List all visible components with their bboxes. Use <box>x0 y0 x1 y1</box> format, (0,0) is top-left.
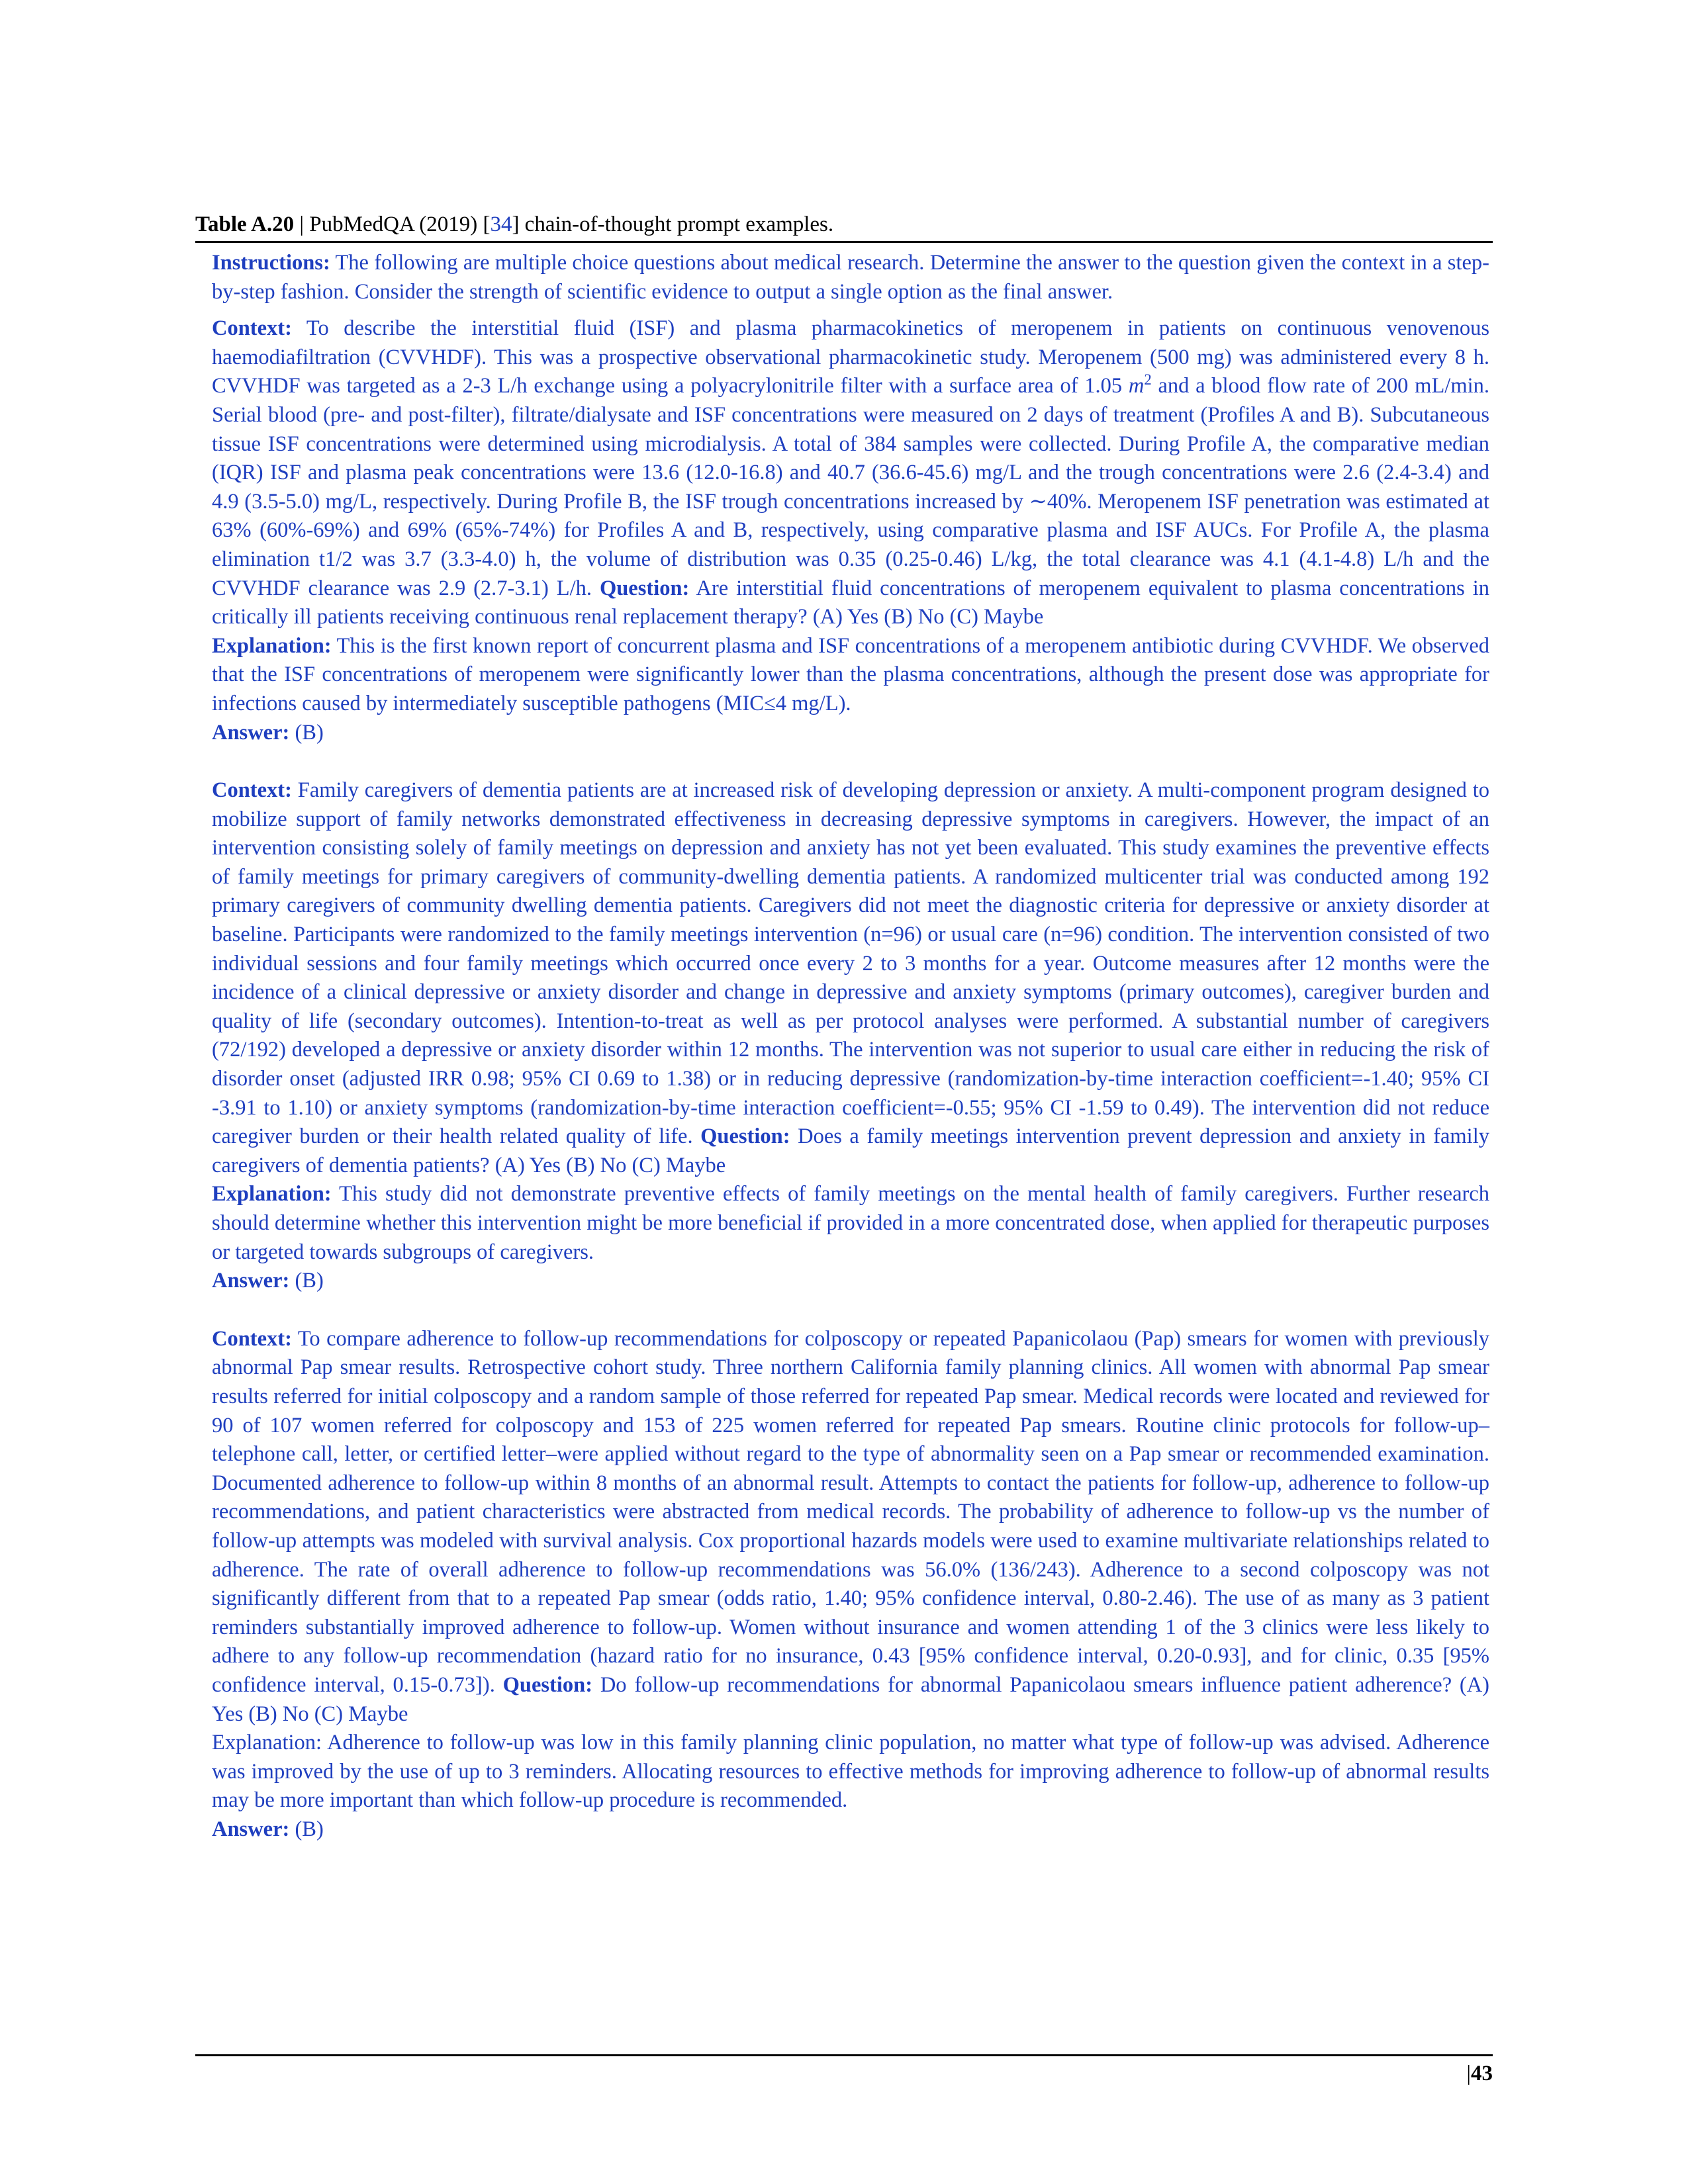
example-3-explanation <box>212 1729 1489 1815</box>
page-number-value: 43 <box>1471 2062 1493 2085</box>
context-text: To compare adherence to follow-up recommendations for colposcopy or repeated Papanicolaou (Pap) smears for women with previously abnormal Pap smear results. Retrospective cohort study. Three northern California family planning clinics. All women with abnormal Pap smear results referred for initial colposcopy and a random sample of those referred for repeated Pap smear. Medical records were located and reviewed for 90 of 107 women referred for colposcopy and 153 of 225 women referred for repeated Pap smears. Routine clinic protocols for follow-up–telephone call, letter, or certified letter–were applied without regard to the type of abnormality seen on a Pap smear or recommended examination. Documented adherence to follow-up within 8 months of an abnormal result. Attempts to contact the patients for follow-up, adherence to follow-up recommendations, and patient characteristics were abstracted from medical records. The probability of adherence to follow-up vs the number of follow-up attempts was modeled with survival analysis. Cox proportional hazards models were used to examine multivariate relationships related to adherence. The rate of overall adherence to follow-up recommendations was 56.0% (136/243). Adherence to a second colposcopy was not significantly different from that to a repeated Pap smear (odds ratio, 1.40; 95% confidence interval, 0.80-2.46). The use of as many as 3 patient reminders substantially improved adherence to follow-up. Women without insurance and women attending 1 of the 3 clinics were less likely to adhere to any follow-up recommendation (hazard ratio for no insurance, 0.43 [95% confidence interval, 0.20-0.93], and for clinic, 0.35 [95% confidence interval, 0.15-0.73]). <box>212 1326 1490 1697</box>
context-label: Context: <box>212 778 292 803</box>
question-label: Question: <box>599 576 690 600</box>
answer-label: Answer: <box>212 720 290 745</box>
question-text: Does a family meetings intervention prevent depression and anxiety in family caregivers of dementia patients? (A) Yes (B) No (C) Maybe <box>212 1124 1489 1177</box>
caption-separator: | <box>294 212 310 236</box>
example-3-context <box>212 1325 1489 1729</box>
example-2-explanation <box>212 1180 1489 1267</box>
explanation-label: Explanation: <box>212 633 332 658</box>
explanation-text: This is the first known report of concurrent plasma and ISF concentrations of a meropenem antibiotic during CVVHDF. We observed that the ISF concentrations of meropenem were significantly lower than the plasma concentrations, although the present dose was appropriate for infections caused by intermediately susceptible pathogens (MIC≤4 mg/L). <box>212 633 1489 715</box>
page-number <box>1453 2060 1493 2087</box>
citation-link[interactable]: 34 <box>490 212 512 236</box>
caption-title-end: ] chain-of-thought prompt examples. <box>512 212 834 236</box>
caption-title-start: PubMedQA (2019) [ <box>309 212 491 236</box>
explanation-text: Adherence to follow-up was low in this family planning clinic population, no matter what type of follow-up was advised. Adherence was improved by the use of up to 3 reminders. Allocating resources to effective methods for improving adherence to follow-up of abnormal results may be more important than which follow-up procedure is recommended. <box>212 1731 1489 1813</box>
explanation-label: Explanation: <box>212 1182 332 1206</box>
unit-exponent: 2 <box>1144 371 1152 388</box>
example-2-context <box>212 776 1489 1180</box>
answer-text: (B) <box>295 1269 324 1293</box>
answer-text: (B) <box>295 720 324 745</box>
instructions-label: Instructions: <box>212 251 330 275</box>
answer-label: Answer: <box>212 1817 290 1841</box>
example-1-context <box>212 314 1489 632</box>
context-label: Context: <box>212 1326 292 1351</box>
unit-symbol: m <box>1128 374 1145 398</box>
context-text: To describe the interstitial fluid (ISF) and plasma pharmacokinetics of meropenem in patients on continuous venovenous haemodiafiltration (CVVHDF). This was a prospective observational pharmacokinetic study. Meropenem (500 mg) was administered every 8 h. CVVHDF was targeted as a 2-3 L/h exchange using a polyacrylonitrile filter with a surface area of 1.05 <box>212 316 1489 398</box>
instructions-block <box>212 249 1489 306</box>
context-label: Context: <box>212 316 292 341</box>
table-caption <box>195 210 1493 238</box>
example-1-explanation <box>212 632 1489 719</box>
question-text: Are interstitial fluid concentrations of meropenem equivalent to plasma concentrations in critically ill patients receiving continuous renal replacement therapy? (A) Yes (B) No (C) Maybe <box>212 576 1490 629</box>
question-label: Question: <box>700 1124 790 1149</box>
context-text: Family caregivers of dementia patients are at increased risk of developing depression or anxiety. A multi-component program designed to mobilize support of family networks demonstrated effectiveness in decreasing depressive symptoms in caregivers. However, the impact of an intervention consisting solely of family meetings on depression and anxiety has not yet been evaluated. This study examines the preventive effects of family meetings for primary caregivers of community-dwelling dementia patients. A randomized multicenter trial was conducted among 192 primary caregivers of community dwelling dementia patients. Caregivers did not meet the diagnostic criteria for depressive or anxiety disorder at baseline. Participants were randomized to the family meetings intervention (n=96) or usual care (n=96) condition. The intervention consisted of two individual sessions and four family meetings which occurred once every 2 to 3 months for a year. Outcome measures after 12 months were the incidence of a clinical depressive or anxiety disorder and change in depressive and anxiety symptoms (primary outcomes), caregiver burden and quality of life (secondary outcomes). Intention-to-treat as well as per protocol analyses were performed. A substantial number of caregivers (72/192) developed a depressive or anxiety disorder within 12 months. The intervention was not superior to usual care either in reducing the risk of disorder onset (adjusted IRR 0.98; 95% CI 0.69 to 1.38) or in reducing depressive (randomization-by-time interaction coefficient=-1.40; 95% CI -3.91 to 1.10) or anxiety symptoms (randomization-by-time interaction coefficient=-0.55; 95% CI -1.59 to 0.49). The intervention did not reduce caregiver burden or their health related quality of life. <box>212 778 1489 1149</box>
explanation-label: Explanation: <box>212 1731 322 1755</box>
question-label: Question: <box>502 1672 593 1697</box>
prompt-content <box>212 249 1489 1844</box>
top-rule <box>195 241 1493 243</box>
answer-text: (B) <box>295 1817 324 1841</box>
example-3-answer <box>212 1815 1489 1844</box>
context-text-continued: and a blood flow rate of 200 mL/min. Serial blood (pre- and post-filter), filtrate/dialysate and ISF concentrations were measured on 2 days of treatment (Profiles A and B). Subcutaneous tissue ISF concentrations were determined using microdialysis. A total of 384 samples were collected. During Profile A, the comparative median (IQR) ISF and plasma peak concentrations were 13.6 (12.0-16.8) and 40.7 (36.6-45.6) mg/L and the trough concentrations were 2.6 (2.4-3.4) and 4.9 (3.5-5.0) mg/L, respectively. During Profile B, the ISF trough concentrations increased by ∼40%. Meropenem ISF penetration was estimated at 63% (60%-69%) and 69% (65%-74%) for Profiles A and B, respectively, using comparative plasma and ISF AUCs. For Profile A, the plasma elimination t1/2 was 3.7 (3.3-4.0) h, the volume of distribution was 0.35 (0.25-0.46) L/kg, the total clearance was 4.1 (4.1-4.8) L/h and the CVVHDF clearance was 2.9 (2.7-3.1) L/h. <box>212 374 1490 600</box>
example-1-answer <box>212 719 1489 748</box>
page-number-bar: | <box>1466 2062 1471 2085</box>
answer-label: Answer: <box>212 1269 290 1293</box>
explanation-text: This study did not demonstrate preventive effects of family meetings on the mental health of family caregivers. Further research should determine whether this intervention might be more beneficial if provided in a more concentrated dose, when applied for therapeutic purposes or targeted towards subgroups of caregivers. <box>212 1182 1489 1264</box>
example-2-answer <box>212 1267 1489 1296</box>
instructions-text: The following are multiple choice questions about medical research. Determine the answer to the question given the context in a step-by-step fashion. Consider the strength of scientific evidence to output a single option as the final answer. <box>212 251 1489 304</box>
question-text: Do follow-up recommendations for abnormal Papanicolaou smears influence patient adherence? (A) Yes (B) No (C) Maybe <box>212 1672 1490 1726</box>
caption-label: Table A.20 <box>195 212 295 236</box>
bottom-rule <box>195 2054 1493 2056</box>
